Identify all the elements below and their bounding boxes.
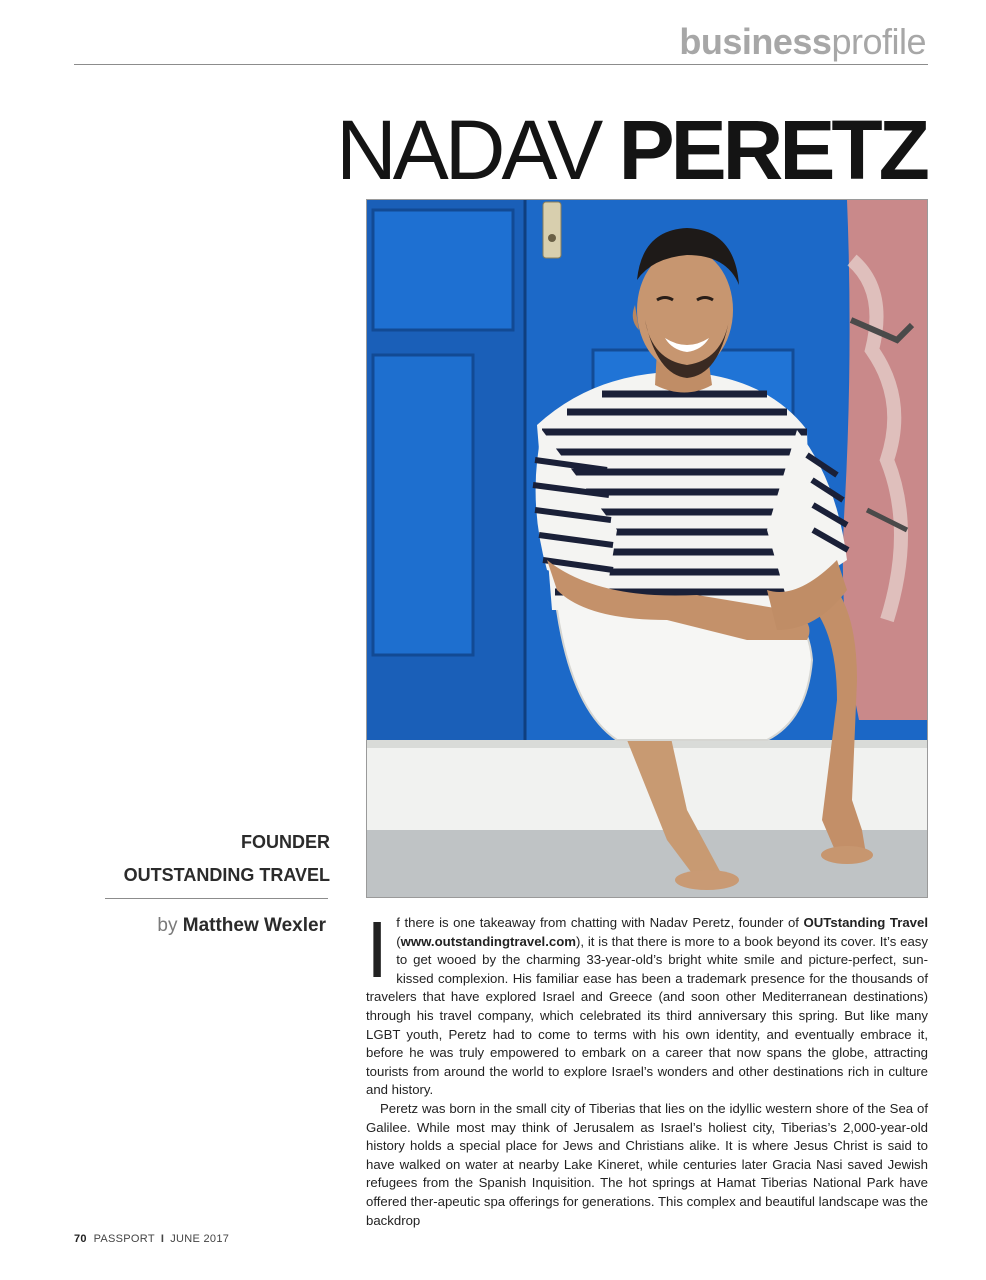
byline-by: by — [157, 915, 178, 936]
byline — [157, 914, 326, 938]
footer-separator: I — [160, 1233, 165, 1245]
section-header — [679, 22, 926, 62]
byline-author: Matthew Wexler — [182, 915, 326, 936]
article-paragraph-1 — [366, 905, 929, 1100]
headline-last-name: PERETZ — [618, 103, 926, 197]
article-text: ), it is that there is more to a book beyond its cover. It’s easy to get wooed by the charming 33-year-old’s bright white smile and picture-perfect, sun-kissed complexion. His familiar ease has been a trademark presence for the thousands of travelers that have explored Israel and Greece (and soon other Mediterranean destinations) through his travel company, which celebrated its third anniversary this spring. But like many LGBT youth, Peretz had to come to terms with his own identity, and eventually embrace it, before he was truly empowered to embark on a career that now spans the globe, attracting tourists from around the world to explore Israel’s wonders and other destinations rich in culture and history. — [366, 933, 928, 1098]
section-header-light: profile — [831, 21, 926, 62]
drop-cap: I — [366, 905, 389, 994]
header-divider — [74, 64, 928, 65]
headline-first-name: NADAV — [336, 103, 600, 197]
article-text: ( — [396, 933, 401, 949]
page-number: 70 — [74, 1233, 87, 1245]
role-title: FOUNDER — [241, 832, 330, 852]
headline — [336, 103, 926, 197]
article-paragraph-2: Peretz was born in the small city of Tiberias that lies on the idyllic western shore of the Sea of Galilee. While most may think of Jerusalem as Israel’s holiest city, Tiberias’s 2,000-year-old history holds a special place for Jews and Christians alike. It is where Jesus Christ is said to have walked on water at nearby Lake Kineret, while centuries later Gracia Nasi saved Jewish refugees from the Spanish Inquisition. The hot springs at Hamat Tiberias National Park have offered ther-apeutic spa offerings for generations. This complex and beautiful landscape was the backdrop — [366, 1100, 928, 1228]
portrait-photo — [366, 199, 928, 898]
role-company: OUTSTANDING TRAVEL — [123, 865, 330, 885]
section-header-bold: business — [679, 21, 832, 62]
issue-date: JUNE 2017 — [170, 1233, 230, 1245]
company-name: OUTstanding Travel — [803, 915, 929, 930]
article-body — [366, 905, 929, 1230]
company-url: www.outstandingtravel.com — [400, 933, 577, 949]
magazine-name: PASSPORT — [93, 1233, 155, 1245]
page-footer — [74, 1233, 229, 1245]
left-divider — [105, 898, 328, 899]
article-text: f there is one takeaway from chatting with Nadav Peretz, founder of — [396, 915, 804, 930]
